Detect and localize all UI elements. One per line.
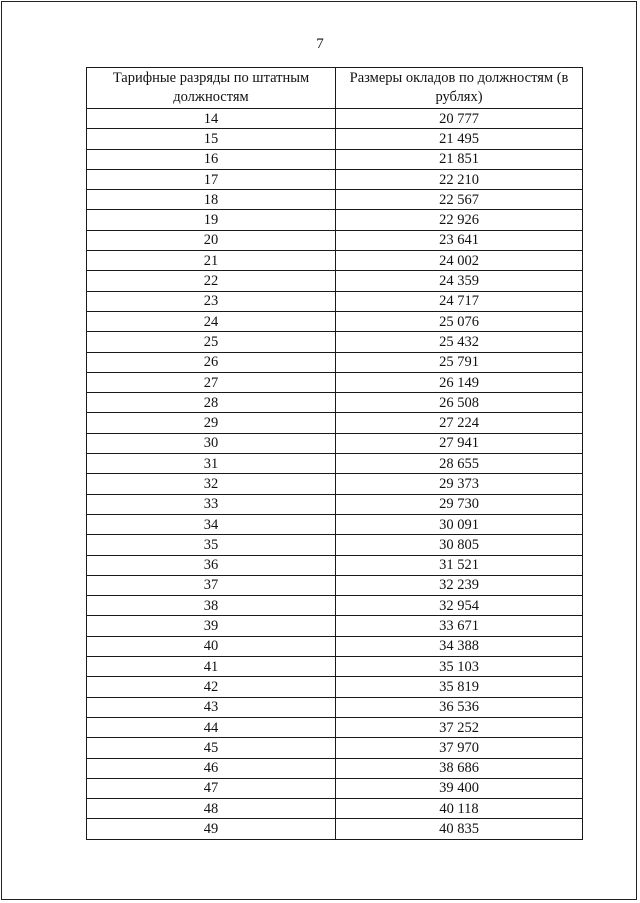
table-row bbox=[87, 149, 583, 169]
salary-cell: 27 224 bbox=[336, 413, 583, 433]
header-salary: Размеры окладов по должностям (в рублях) bbox=[336, 68, 583, 109]
grade-cell: 42 bbox=[87, 677, 336, 697]
grade-cell: 18 bbox=[87, 190, 336, 210]
salary-cell: 30 805 bbox=[336, 535, 583, 555]
grade-cell: 22 bbox=[87, 271, 336, 291]
table-row bbox=[87, 616, 583, 636]
table-row bbox=[87, 271, 583, 291]
table-row bbox=[87, 433, 583, 453]
grade-cell: 45 bbox=[87, 738, 336, 758]
salary-cell: 25 076 bbox=[336, 311, 583, 331]
salary-cell: 26 149 bbox=[336, 372, 583, 392]
grade-cell: 33 bbox=[87, 494, 336, 514]
salary-cell: 29 373 bbox=[336, 474, 583, 494]
table-row bbox=[87, 129, 583, 149]
salary-cell: 37 970 bbox=[336, 738, 583, 758]
table-body bbox=[87, 109, 583, 840]
salary-cell: 24 002 bbox=[336, 251, 583, 271]
salary-cell: 20 777 bbox=[336, 109, 583, 129]
grade-cell: 41 bbox=[87, 657, 336, 677]
table-row bbox=[87, 738, 583, 758]
grade-cell: 36 bbox=[87, 555, 336, 575]
table-row bbox=[87, 758, 583, 778]
grade-cell: 26 bbox=[87, 352, 336, 372]
salary-cell: 35 819 bbox=[336, 677, 583, 697]
table-row bbox=[87, 393, 583, 413]
grade-cell: 31 bbox=[87, 454, 336, 474]
salary-cell: 32 239 bbox=[336, 575, 583, 595]
salary-cell: 29 730 bbox=[336, 494, 583, 514]
grade-cell: 47 bbox=[87, 778, 336, 798]
grade-cell: 14 bbox=[87, 109, 336, 129]
table-row bbox=[87, 230, 583, 250]
salary-cell: 40 835 bbox=[336, 819, 583, 839]
grade-cell: 29 bbox=[87, 413, 336, 433]
table-row bbox=[87, 535, 583, 555]
table-row bbox=[87, 169, 583, 189]
grade-cell: 32 bbox=[87, 474, 336, 494]
salary-cell: 40 118 bbox=[336, 799, 583, 819]
table-row bbox=[87, 778, 583, 798]
salary-cell: 32 954 bbox=[336, 596, 583, 616]
table-row bbox=[87, 555, 583, 575]
header-row bbox=[87, 68, 583, 109]
table-row bbox=[87, 210, 583, 230]
table-row bbox=[87, 596, 583, 616]
salary-cell: 22 926 bbox=[336, 210, 583, 230]
table-row bbox=[87, 251, 583, 271]
header-grade: Тарифные разряды по штатным должностям bbox=[87, 68, 336, 109]
salary-cell: 31 521 bbox=[336, 555, 583, 575]
salary-cell: 34 388 bbox=[336, 636, 583, 656]
table-row bbox=[87, 575, 583, 595]
salary-cell: 22 567 bbox=[336, 190, 583, 210]
grade-cell: 19 bbox=[87, 210, 336, 230]
grade-cell: 20 bbox=[87, 230, 336, 250]
salary-cell: 39 400 bbox=[336, 778, 583, 798]
table-row bbox=[87, 311, 583, 331]
table-row bbox=[87, 352, 583, 372]
table-row bbox=[87, 697, 583, 717]
salary-cell: 22 210 bbox=[336, 169, 583, 189]
page-number: 7 bbox=[316, 36, 324, 52]
table-row bbox=[87, 657, 583, 677]
table-row bbox=[87, 413, 583, 433]
grade-cell: 35 bbox=[87, 535, 336, 555]
table-row bbox=[87, 454, 583, 474]
salary-cell: 35 103 bbox=[336, 657, 583, 677]
table-row bbox=[87, 514, 583, 534]
grade-cell: 34 bbox=[87, 514, 336, 534]
grade-cell: 27 bbox=[87, 372, 336, 392]
table-row bbox=[87, 291, 583, 311]
salary-cell: 28 655 bbox=[336, 454, 583, 474]
salary-cell: 21 851 bbox=[336, 149, 583, 169]
table-header bbox=[87, 68, 583, 109]
grade-cell: 40 bbox=[87, 636, 336, 656]
table-row bbox=[87, 372, 583, 392]
salary-cell: 33 671 bbox=[336, 616, 583, 636]
salary-cell: 26 508 bbox=[336, 393, 583, 413]
table-row bbox=[87, 332, 583, 352]
grade-cell: 46 bbox=[87, 758, 336, 778]
salary-cell: 36 536 bbox=[336, 697, 583, 717]
table-row bbox=[87, 819, 583, 839]
grade-cell: 25 bbox=[87, 332, 336, 352]
grade-cell: 38 bbox=[87, 596, 336, 616]
table-row bbox=[87, 474, 583, 494]
salary-cell: 38 686 bbox=[336, 758, 583, 778]
grade-cell: 30 bbox=[87, 433, 336, 453]
table-row bbox=[87, 636, 583, 656]
salary-cell: 21 495 bbox=[336, 129, 583, 149]
grade-cell: 43 bbox=[87, 697, 336, 717]
table-row bbox=[87, 717, 583, 737]
salary-cell: 25 432 bbox=[336, 332, 583, 352]
grade-cell: 37 bbox=[87, 575, 336, 595]
salary-cell: 25 791 bbox=[336, 352, 583, 372]
grade-cell: 28 bbox=[87, 393, 336, 413]
salary-cell: 24 359 bbox=[336, 271, 583, 291]
salary-table bbox=[86, 67, 583, 840]
grade-cell: 17 bbox=[87, 169, 336, 189]
grade-cell: 23 bbox=[87, 291, 336, 311]
grade-cell: 49 bbox=[87, 819, 336, 839]
grade-cell: 15 bbox=[87, 129, 336, 149]
table-row bbox=[87, 799, 583, 819]
salary-cell: 37 252 bbox=[336, 717, 583, 737]
grade-cell: 21 bbox=[87, 251, 336, 271]
table-row bbox=[87, 677, 583, 697]
table-row bbox=[87, 494, 583, 514]
grade-cell: 44 bbox=[87, 717, 336, 737]
grade-cell: 24 bbox=[87, 311, 336, 331]
salary-cell: 30 091 bbox=[336, 514, 583, 534]
salary-cell: 27 941 bbox=[336, 433, 583, 453]
grade-cell: 16 bbox=[87, 149, 336, 169]
grade-cell: 48 bbox=[87, 799, 336, 819]
table-row bbox=[87, 190, 583, 210]
table-row bbox=[87, 109, 583, 129]
salary-cell: 24 717 bbox=[336, 291, 583, 311]
grade-cell: 39 bbox=[87, 616, 336, 636]
salary-cell: 23 641 bbox=[336, 230, 583, 250]
